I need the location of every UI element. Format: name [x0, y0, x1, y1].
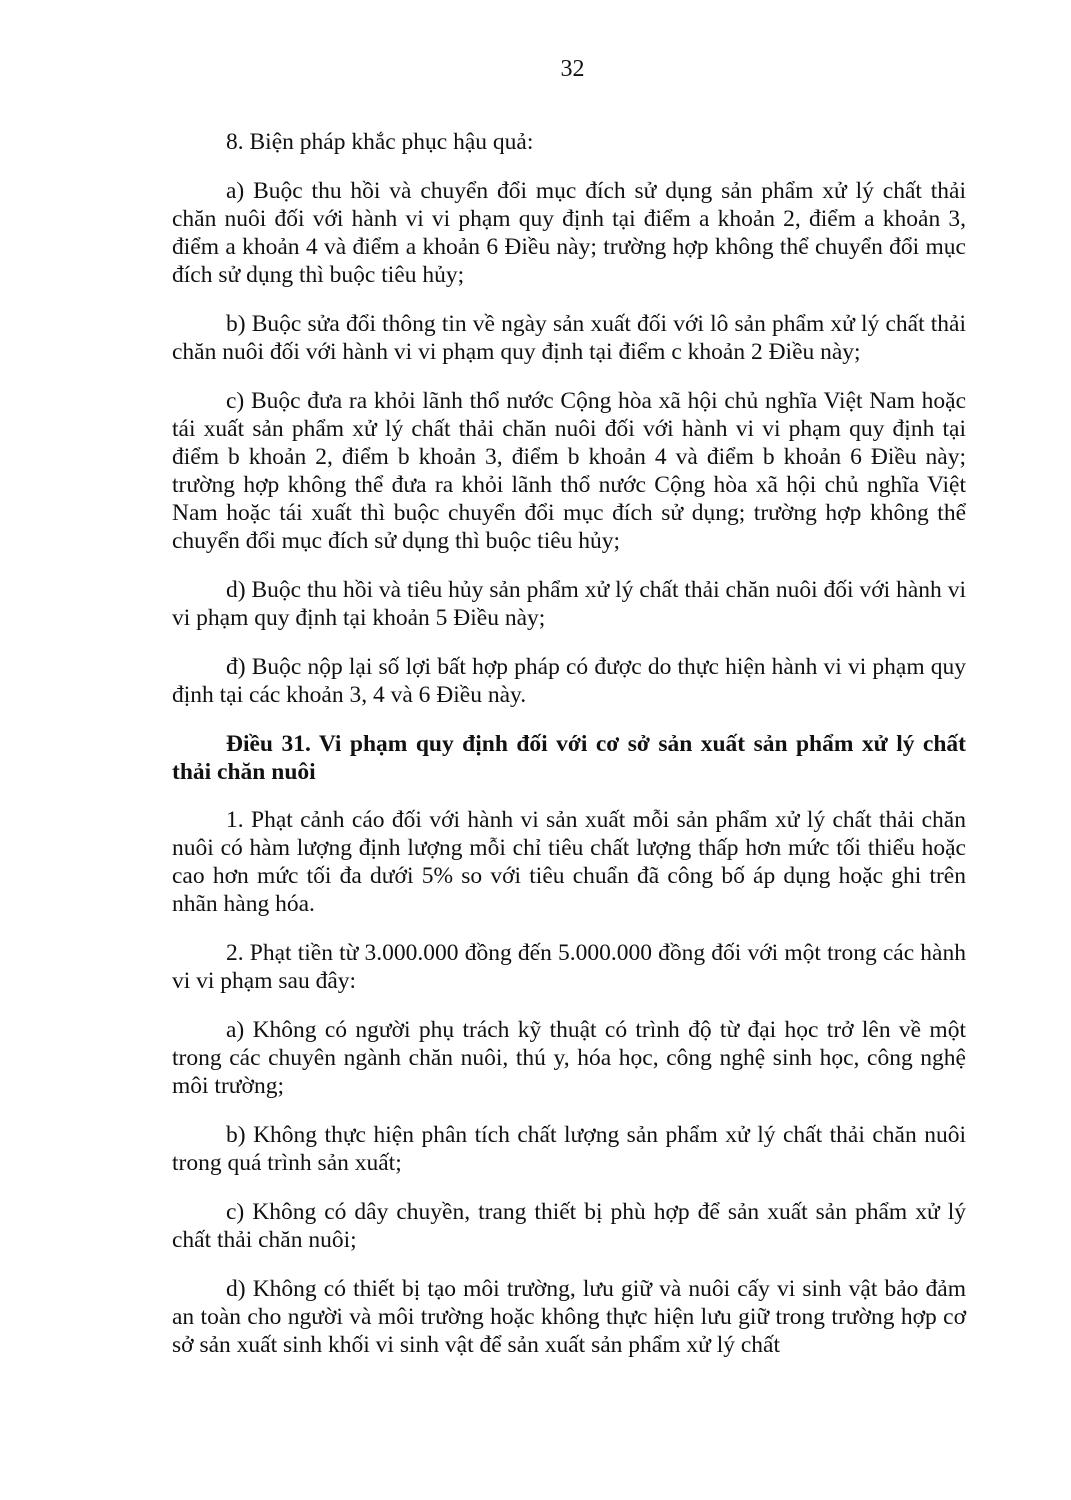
paragraph-item-a: a) Buộc thu hồi và chuyển đổi mục đích sử dụng sản phẩm xử lý chất thải chăn nuôi đối với hành vi vi phạm quy định tại điểm a khoản 2, điểm a khoản 3, điểm a khoản 4 và điểm a khoản 6 Điều này; trường hợp không thể chuyển đổi mục đích sử dụng thì buộc tiêu hủy; [172, 178, 966, 288]
paragraph-clause-2-item-c: c) Không có dây chuyền, trang thiết bị phù hợp để sản xuất sản phẩm xử lý chất thải chăn nuôi; [172, 1199, 966, 1253]
paragraph-clause-1: 1. Phạt cảnh cáo đối với hành vi sản xuất mỗi sản phẩm xử lý chất thải chăn nuôi có hàm lượng định lượng mỗi chỉ tiêu chất lượng thấp hơn mức tối thiểu hoặc cao hơn mức tối đa dưới 5% so với tiêu chuẩn đã công bố áp dụng hoặc ghi trên nhãn hàng hóa. [172, 807, 966, 917]
paragraph-clause-2: 2. Phạt tiền từ 3.000.000 đồng đến 5.000.000 đồng đối với một trong các hành vi vi phạm sau đây: [172, 940, 966, 994]
article-31-heading: Điều 31. Vi phạm quy định đối với cơ sở sản xuất sản phẩm xử lý chất thải chăn nuôi [172, 731, 966, 785]
paragraph-clause-2-item-b: b) Không thực hiện phân tích chất lượng sản phẩm xử lý chất thải chăn nuôi trong quá trình sản xuất; [172, 1122, 966, 1176]
paragraph-item-d: d) Buộc thu hồi và tiêu hủy sản phẩm xử lý chất thải chăn nuôi đối với hành vi vi phạm quy định tại khoản 5 Điều này; [172, 577, 966, 631]
paragraph-item-c: c) Buộc đưa ra khỏi lãnh thổ nước Cộng hòa xã hội chủ nghĩa Việt Nam hoặc tái xuất sản phẩm xử lý chất thải chăn nuôi đối với hành vi vi phạm quy định tại điểm b khoản 2, điểm b khoản 3, điểm b khoản 4 và điểm b khoản 6 Điều này; trường hợp không thể đưa ra khỏi lãnh thổ nước Cộng hòa xã hội chủ nghĩa Việt Nam hoặc tái xuất thì buộc chuyển đổi mục đích sử dụng; trường hợp không thể chuyển đổi mục đích sử dụng thì buộc tiêu hủy; [172, 388, 966, 554]
document-body [172, 128, 966, 1359]
section-heading-remedial-measures: 8. Biện pháp khắc phục hậu quả: [226, 129, 534, 155]
paragraph-item-b: b) Buộc sửa đổi thông tin về ngày sản xuất đối với lô sản phẩm xử lý chất thải chăn nuôi đối với hành vi vi phạm quy định tại điểm c khoản 2 Điều này; [172, 311, 966, 365]
page-number: 32 [560, 56, 585, 82]
paragraph-clause-2-item-a: a) Không có người phụ trách kỹ thuật có trình độ từ đại học trở lên về một trong các chuyên ngành chăn nuôi, thú y, hóa học, công nghệ sinh học, công nghệ môi trường; [172, 1017, 966, 1099]
paragraph-clause-2-item-d: d) Không có thiết bị tạo môi trường, lưu giữ và nuôi cấy vi sinh vật bảo đảm an toàn cho người và môi trường hoặc không thực hiện lưu giữ trong trường hợp cơ sở sản xuất sinh khối vi sinh vật để sản xuất sản phẩm xử lý chất [172, 1276, 966, 1358]
paragraph-item-dd: đ) Buộc nộp lại số lợi bất hợp pháp có được do thực hiện hành vi vi phạm quy định tại các khoản 3, 4 và 6 Điều này. [172, 654, 966, 708]
